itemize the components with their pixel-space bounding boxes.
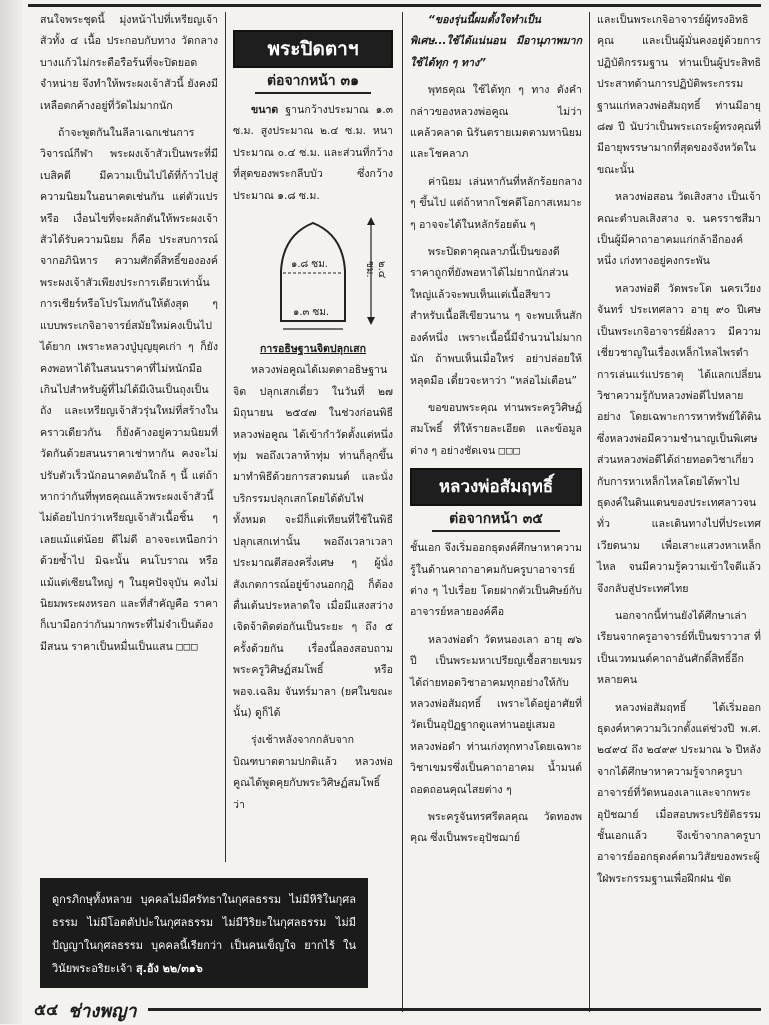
col1-paragraph-1: สนใจพระชุดนี้ มุ่งหน้าไปที่เหรียญเจ้าสัวทั้ง ๔ เนื้อ ประกอบกับทาง วัดกลางบางแก้วไม่กระตือรือร้นที่จะปิดยอดจำหน่าย จึงทำให้พระผงเจ้าสัวนี้ ยังคงมีเหลือตกค้างอยู่ที่วัดไม่มากนัก: [40, 14, 218, 112]
article-heading-samrit: หลวงพ่อสัมฤทธิ์: [410, 468, 582, 506]
col4-paragraph-3: หลวงพ่อดี วัดพระโต นครเวียงจันทร์ ประเทศลาว อายุ ๙๐ ปีเศษ เป็นพระเกจิอาจารย์ฝั่งลาว มีความเชี่ยวชาญในเรื่องเหล็กไหลไพรดำ การเล่นแร่แปรธาตุ ได้แลกเปลี่ยนวิชาความรู้กับหลวงพ่อดีไปหลายอย่าง โดยเฉพาะการหาทรัพย์ใต้ดิน ซึ่งหลวงพ่อมีความชำนาญเป็นพิเศษ ส่วนหลวงพ่อดีได้ถ่ายทอดวิชาเกี่ยวกับการหาเหล็กไหลโดยได้พาไปธุดงค์ในดินแดนของประเทศลาวจนทั่ว และเดินทางไปที่ประเทศเวียดนาม เพื่อเสาะแสวงหาเหล็กไหล จนมีความรู้ความเข้าใจดีแล้วจึงกลับสู่ประเทศไทย: [597, 282, 761, 595]
col3-paragraph-3: พระปิดตาคุณลาภนี้เป็นของดีราคาถูกที่ยังพอหาได้ไม่ยากนักส่วนใหญ่แล้วจะพบเห็นแต่เนื้อสีขาว สำหรับเนื้อสีเขียวนาน ๆ จะพบเห็นสักองค์หนึ่ง เพราะเนื้อนี้มีจำนวนไม่มากนัก ถ้าพบเห็นเมื่อใหร่ อย่าปล่อยให้หลุดมือ เดี๋ยวจะหาว่า “หล่อไม่เตือน”: [410, 246, 582, 387]
col4-paragraph-5: หลวงพ่อสัมฤทธิ์ ได้เริ่มออกธุดงค์หาความวิเวกตั้งแต่ช่วงปี พ.ศ. ๒๔๙๔ ถึง ๒๔๙๙ ประมาณ ๖ ปีหลังจากได้ศึกษาหาความรู้จากครูบาอาจารย์ที่วัดหนองเลาและจากพระอุปัชฌาย์ เมื่อสอบพระปริยัติธรรมชั้นเอกแล้ว จึงเข้าจากลาครูบาอาจารย์ออกธุดงค์ตามวิสัยของพระผู้ใฝ่พระกรรมฐานเพื่อฝึกฝน ขัด: [597, 701, 761, 885]
col3-paragraph-2: ค่านิยม เล่นหากันที่หลักร้อยกลาง ๆ ขึ้นไป แต่ถ้าหากโชคดีโอกาสเหมาะ ๆ อาจจะได้ในหลักร้อยต้น ๆ: [410, 175, 582, 231]
column-1: [40, 10, 218, 664]
col3-paragraph-5: ชั้นเอก จึงเริ่มออกธุดงค์ศึกษาหาความรู้ในด้านคาถาอาคมกับครูบาอาจารย์ต่าง ๆ ไปเรื่อย โดยฝากตัวเป็นศิษย์กับอาจารย์หลายองค์คือ: [410, 542, 582, 619]
magazine-name: ช่างพญา: [68, 1001, 137, 1022]
col3-quote: “ของรุ่นนี้ผมตั้งใจทำเป็นพิเศษ...ใช้ได้แน่นอน มีอานุภาพมาก ใช้ได้ทุก ๆ ทาง”: [410, 14, 582, 69]
column-3: [410, 10, 582, 856]
top-rule: [28, 4, 761, 7]
col3-paragraph-6: หลวงพ่อดำ วัดหนองเลา อายุ ๗๖ ปี เป็นพระมหาเปรียญเชื้อสายเขมร ได้ถ่ายทอดวิชาอาคมทุกอย่างให้กับหลวงพ่อสัมฤทธิ์ เพราะได้อยู่อาศัยที่วัดเป็นอุปัฏฐากดูแลท่านอยู่เสมอ หลวงพ่อดำ ท่านเก่งทุกทางโดยเฉพาะวิชาเขมรซึ่งเป็นคาถาอาคม น้ำมนต์ ถอดถอนคุณไสยต่าง ๆ: [410, 633, 582, 796]
page-footer: [28, 998, 761, 1020]
article-heading-pidta: พระปิดตาฯ: [233, 30, 393, 68]
column-rule-1: [225, 12, 226, 862]
col3-paragraph-4: [410, 398, 582, 462]
continued-label: ต่อจากหน้า ๓๑: [255, 70, 371, 94]
section-subtitle: การอธิษฐานจิตปลุกเสก: [259, 343, 367, 356]
amulet-dimension-diagram: [243, 213, 413, 333]
dimension-height-label: ๒.๔ ซม.: [364, 261, 387, 279]
col2-paragraph-2: รุ่งเช้าหลังจากกลับจากบิณฑบาตตามปกติแล้ว หลวงพ่อคูณได้พูดคุยกับพระวิศิษฏ์สมโพธิ์ ว่า: [233, 734, 393, 811]
col4-paragraph-2: หลวงพ่อสอน วัดเสิงสาง เป็นเจ้าคณะตำบลเสิงสาง จ. นครราชสีมา เป็นผู้มีคาถาอาคมแก่กล้าอีกองค์หนึ่ง เก่งทางอยู่คงกระพัน: [597, 191, 761, 268]
column-rule-3: [589, 12, 590, 1012]
page-number: ๕๔: [34, 1000, 59, 1019]
quote-text: ดูกรภิกษุทั้งหลาย บุคคลไม่มีศรัทธาในกุศลธรรม ไม่มีหิริในกุศลธรรม ไม่มีโอตตัปปะในกุศลธรรม ไม่มีวิริยะในกุศลธรรม ไม่มีปัญญาในกุศลธรรม บุคคลนี้เรียกว่า เป็นคนเข็ญใจ ยากไร้ ในวินัยพระอริยะเจ้า: [52, 893, 356, 975]
dimension-base-label: ๑.๓ ซม.: [293, 307, 330, 319]
col3-paragraph-1: พุทธคุณ ใช้ได้ทุก ๆ ทาง ดังคำกล่าวของหลวงพ่อคูณ ไม่ว่าแคล้วคลาด นิรันตรายเมตตามหานิยม และโชคลาภ: [410, 84, 582, 161]
col1-paragraph-2-text: ถ้าจะพูดกันในลีลาเฉกเช่นการวิจารณ์กีฬา พระผงเจ้าสัวเป็นพระที่มีเบสิคดี มีความเป็นไปได้ที่ก้าวไปสู่ความนิยมในอนาคตเช่นกัน แต่ตัวแปร หรือ เงื่อนไขที่จะผลักดันให้พระผงเจ้าสัวได้รับความนิยม ก็คือ ประสบการณ์จากอภินิหาร ความศักดิ์สิทธิ์ขององค์พระผงเจ้าสัวเพียงประการเดียวเท่านั้น การเชียร์หรือโปรโมทกันให้ดังสุด ๆ แบบพระเกจิอาจารย์สมัยใหม่คงเป็นไปได้ยาก เพราะหลวงปู่บุญยุคเก่า ๆ ก็ยังคงพอหาได้ในสนนราคาที่ไม่หนักมือเกินไปสำหรับผู้ที่ไม่ได้มีเงินเป็นถุงเป็นถัง และเหรียญเจ้าสัวรุ่นใหม่ที่สร้างในคราวเดียวกัน ก็ยังค้างอยู่ความนิยมที่วัดกันด้วยสนนราคาเช่าหากัน คงจะไม่ปรับตัวเร็วนักอนาคตอันใกล้ ๆ นี้ แต่ถ้าหากว่ากันที่พุทธคุณแล้วพระผงเจ้าสัวนี้ ไม่ด้อยไปกว่าเหรียญเจ้าสัวเนื้อชิ้น ๆ เลยแม้แต่น้อย ดีไม่ดี อาจจะเหนือกว่าด้วยซ้ำไป มิฉะนั้น คนโบราณ หรือแม้แต่เซียนใหญ่ ๆ ในยุคปัจจุบัน คงไม่นิยมพระผงหรอก และที่สำคัญคือ ราคาก็เบามือกว่ากันมากพระที่ไม่จำเป็นต้องมีสนน ราคาเป็นหมื่นเป็นแสน: [40, 127, 218, 653]
end-mark: □□□: [176, 640, 199, 653]
col4-paragraph-4: นอกจากนี้ท่านยังได้ศึกษาเล่าเรียนจากครูอาจารย์ที่เป็นฆราวาส ที่เป็นเวทมนต์คาถาอันศักดิ์สิทธิ์อีกหลายคน: [597, 609, 761, 687]
column-rule-2: [402, 12, 403, 1012]
column-2: [233, 30, 393, 822]
dhamma-quote-box: [40, 878, 368, 988]
size-text: ฐานกว้างประมาณ ๑.๓ ซ.ม. สูงประมาณ ๒.๔ ซ.ม. หนาประมาณ ๐.๔ ซ.ม. และส่วนที่กว้างที่สุดของพระกลีบบัว ซึ่งกว้างประมาณ ๑.๘ ซ.ม.: [233, 104, 393, 202]
quote-reference: สุ.อัง ๒๒/๓๑๖: [135, 962, 203, 975]
page-gutter-shadow: [0, 0, 22, 1024]
col3-paragraph-4-text: ขอขอบพระคุณ ท่านพระครูวิศิษฏ์สมโพธิ์ ที่ให้รายละเอียด และข้อมูลต่าง ๆ อย่างชัดเจน: [410, 401, 582, 457]
col2-paragraph-1: หลวงพ่อคูณได้เมตตาอธิษฐานจิต ปลุกเสกเดี่ยว ในวันที่ ๒๗ มิถุนายน ๒๕๔๗ ในช่วงก่อนพิธีหลวงพ่อคูณ ได้เข้ากำวัดตั้งแต่หนึ่งทุ่ม พอถึงเวลาห้าทุ่ม ท่านก็ลุกขึ้นมาทำพิธีด้วยการสวดมนต์ และนั่งบริกรรมปลุกเสกโดยได้ดับไฟทั้งหมด จะมีก็แต่เทียนที่ใช้ในพิธีปลุกเสกเท่านั้น พอถึงเวลาเวลาประมาณตีสองครึ่งเศษ ๆ ผู้นั่งสังเกตการณ์อยู่ข้างนอกกุฏิ ก็ต้องตื่นเต้นประหลาดใจ เมื่อมีแสงสว่างเจิดจ้าติดต่อกันเป็นระยะ ๆ ถึง ๕ ครั้งด้วยกัน เรื่องนี้ลองสอบถาม พระครูวิศิษฏ์สมโพธิ์ หรือ พอจ.เฉลิม จันทร์มาลา (ยศในขณะนั้น) ดูก็ได้: [233, 364, 393, 719]
col1-paragraph-2: [40, 123, 218, 658]
dimension-width-label: ๑.๘ ซม.: [291, 259, 328, 271]
size-label: ขนาด: [251, 104, 279, 116]
col3-paragraph-7: พระครูจันทรศรีตลคุณ วัดทองพคุณ ซึ่งเป็นพระอุปัชฌาย์: [410, 811, 582, 845]
footer-rule: [148, 1008, 761, 1011]
continued-label: ต่อจากหน้า ๓๕: [432, 508, 560, 532]
end-mark: □□□: [498, 444, 521, 457]
col4-paragraph-1: และเป็นพระเกจิอาจารย์ผู้ทรงอิทธิคุณ และเป็นผู้มั่นคงอยู่ด้วยการปฏิบัติกรรมฐาน ท่านเป็นผู้ประสิทธิประสาทด้านการปฏิบัติพระกรรมฐานแก่หลวงพ่อสัมฤทธิ์ ท่านมีอายุ ๘๗ ปี นับว่าเป็นพระเถระผู้ทรงคุณที่มีอายุพรรษามากที่สุดของจังหวัดในขณะนั้น: [597, 14, 761, 176]
column-4: [597, 10, 761, 896]
